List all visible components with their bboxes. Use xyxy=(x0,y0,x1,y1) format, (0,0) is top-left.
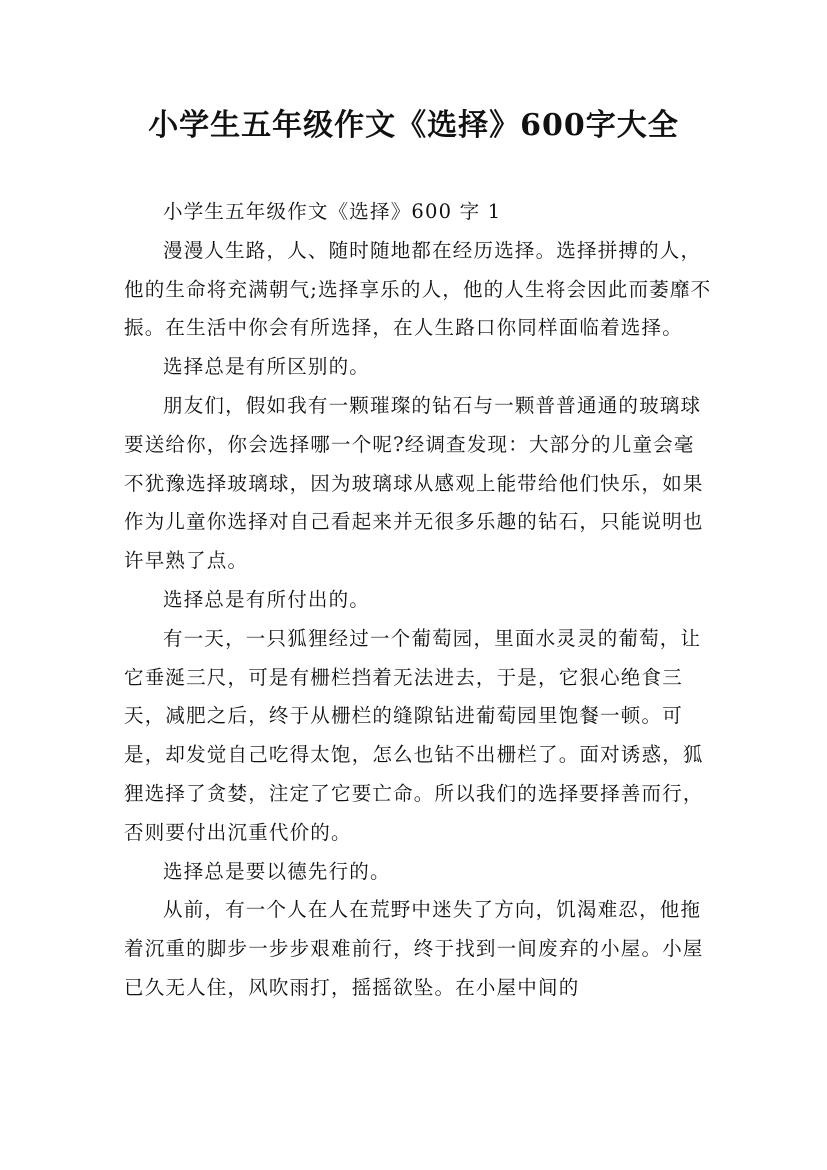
paragraph: 朋友们，假如我有一颗璀璨的钻石与一颗普普通通的玻璃球要送给你，你会选择哪一个呢?经调查发现：大部分的儿童会毫不犹豫选择玻璃球，因为玻璃球从感观上能带给他们快乐，如果作为儿童你选择对自己看起来并无很多乐趣的钻石，只能说明也许早熟了点。 xyxy=(124,393,704,573)
section-heading: 小学生五年级作文《选择》600 字 1 xyxy=(163,200,502,223)
paragraph: 漫漫人生路，人、随时随地都在经历选择。选择拼搏的人，他的生命将充满朝气;选择享乐的人，他的人生将会因此而萎靡不振。在生活中你会有所选择，在人生路口你同样面临着选择。 xyxy=(124,238,712,340)
paragraph: 选择总是有所区别的。 xyxy=(163,355,371,379)
paragraph: 选择总是要以德先行的。 xyxy=(163,859,391,883)
paragraph: 从前，有一个人在人在荒野中迷失了方向，饥渴难忍，他拖着沉重的脚步一步步艰难前行，终于找到一间废弃的小屋。小屋已久无人住，风吹雨打，摇摇欲坠。在小屋中间的 xyxy=(124,898,704,999)
document-title: 小学生五年级作文《选择》600字大全 xyxy=(148,108,679,143)
paragraph: 有一天，一只狐狸经过一个葡萄园，里面水灵灵的葡萄，让它垂涎三尺，可是有栅栏挡着无法进去，于是，它狠心绝食三天，减肥之后，终于从栅栏的缝隙钻进葡萄园里饱餐一顿。可是，却发觉自己吃得太饱，怎么也钻不出栅栏了。面对诱惑，狐狸选择了贪婪，注定了它要亡命。所以我们的选择要择善而行，否则要付出沉重代价的。 xyxy=(124,626,704,844)
paragraph: 选择总是有所付出的。 xyxy=(163,587,371,611)
document-body xyxy=(124,193,714,1008)
